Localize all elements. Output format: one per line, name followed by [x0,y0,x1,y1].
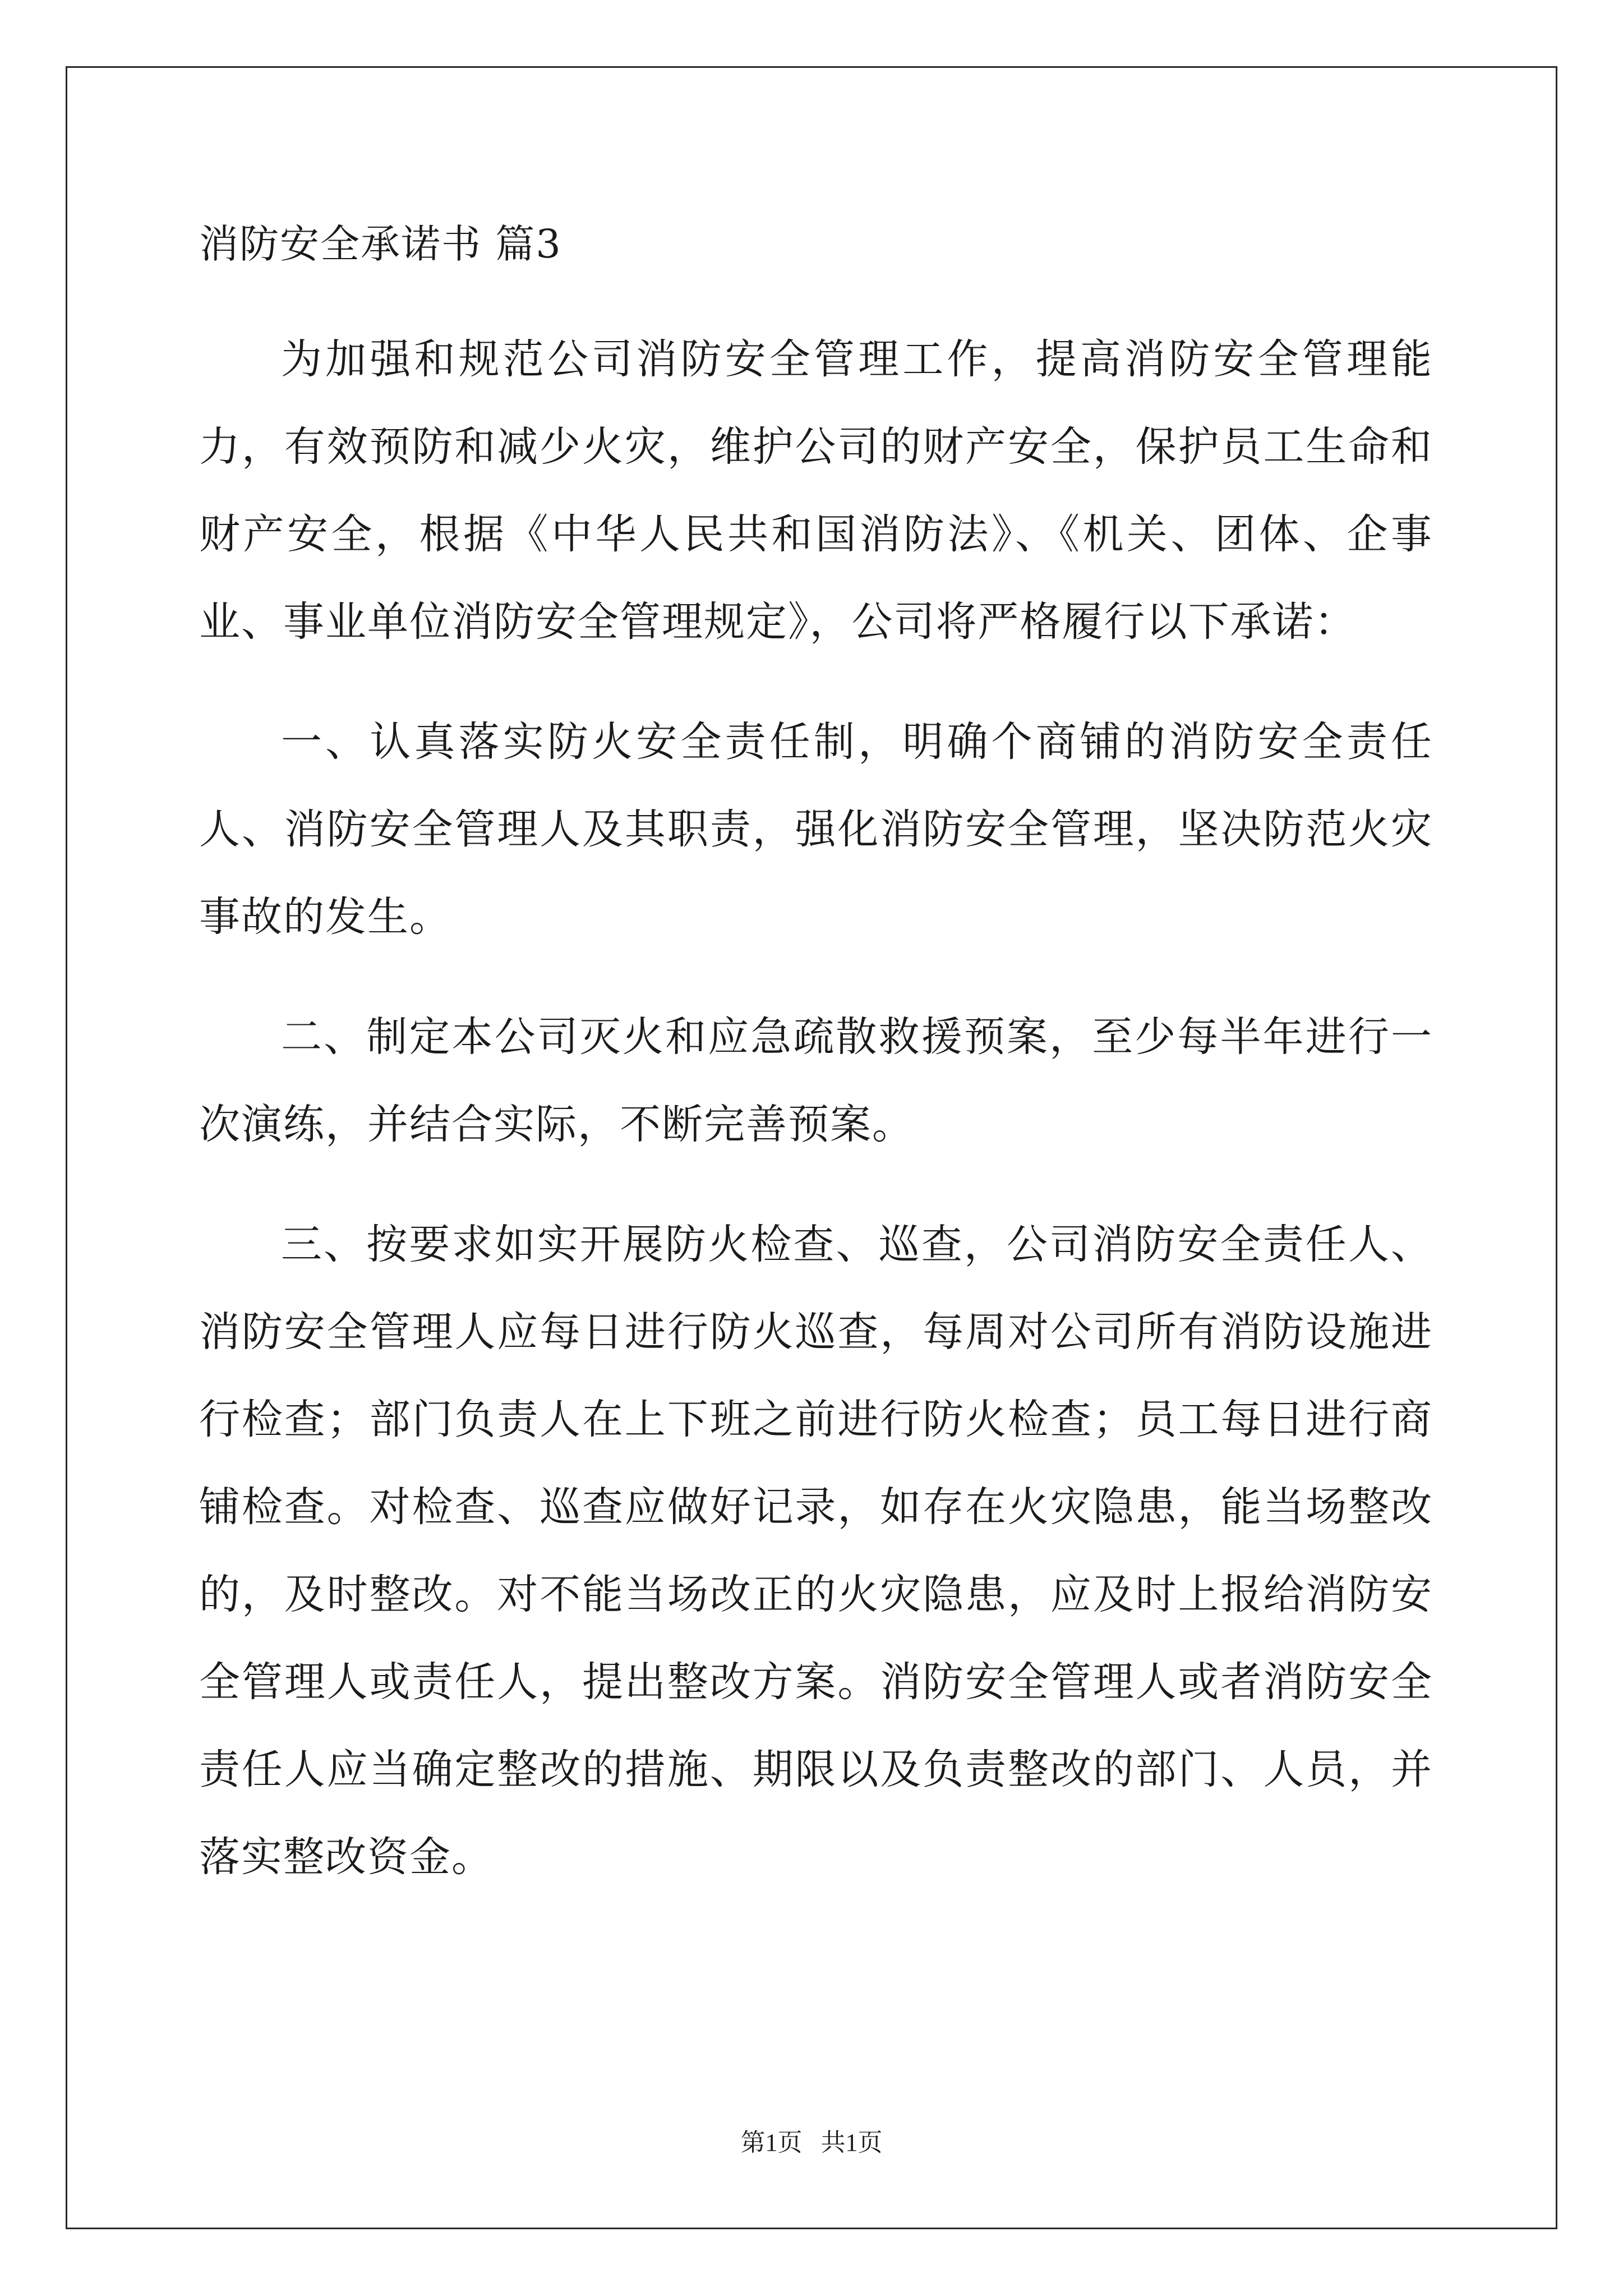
paragraph-intro: 为加强和规范公司消防安全管理工作，提高消防安全管理能力，有效预防和减少火灾，维护公司的财产安全，保护员工生命和财产安全，根据《中华人民共和国消防法》、《机关、团体、企事业、事业单位消防安全管理规定》，公司将严格履行以下承诺： [199,335,1433,646]
page-number-footer: 第1页 共1页 [740,2129,883,2156]
document-body [199,216,1433,1901]
paragraph-item-2: 二、制定本公司灭火和应急疏散救援预案，至少每半年进行一次演练，并结合实际，不断完善预案。 [199,1013,1433,1148]
paragraph-item-3: 三、按要求如实开展防火检查、巡查，公司消防安全责任人、消防安全管理人应每日进行防火巡查，每周对公司所有消防设施进行检查；部门负责人在上下班之前进行防火检查；员工每日进行商铺检查。对检查、巡查应做好记录，如存在火灾隐患，能当场整改的，及时整改。对不能当场改正的火灾隐患，应及时上报给消防安全管理人或责任人，提出整改方案。消防安全管理人或者消防安全责任人应当确定整改的措施、期限以及负责整改的部门、人员，并落实整改资金。 [199,1221,1433,1881]
paragraph-item-1: 一、认真落实防火安全责任制，明确个商铺的消防安全责任人、消防安全管理人及其职责，强化消防安全管理，坚决防范火灾事故的发生。 [199,718,1433,941]
document-title: 消防安全承诺书 篇3 [199,221,562,267]
